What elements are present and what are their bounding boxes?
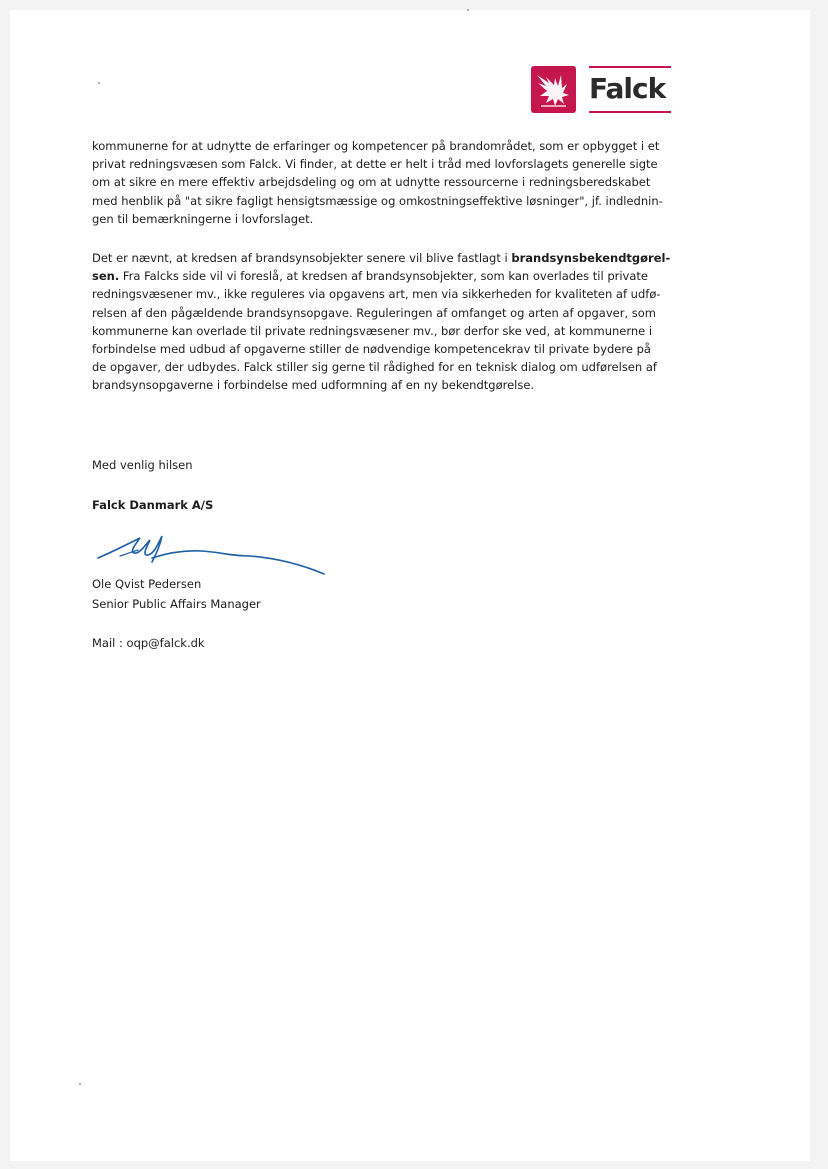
paragraph-line: forbindelse med udbud af opgaverne stiller de nødvendige kompetencekrav til private bydere på [92, 342, 651, 357]
paragraph-line [92, 267, 682, 285]
paragraph-1 [92, 137, 682, 228]
logo-wordmark: Falck [589, 72, 666, 105]
paragraph-line: gen til bemærkningerne i lovforslaget. [92, 211, 314, 226]
falck-logo [531, 66, 671, 122]
scan-speck [467, 9, 469, 11]
paragraph-bold-term: sen. [92, 269, 120, 284]
scan-speck [98, 82, 100, 84]
signer-title: Senior Public Affairs Manager [92, 597, 261, 611]
signer-name: Ole Qvist Pedersen [92, 577, 202, 591]
company-name: Falck Danmark A/S [92, 498, 214, 512]
logo-rule-top [589, 66, 671, 68]
eagle-emblem-icon [531, 66, 576, 113]
paragraph-line [92, 249, 682, 267]
paragraph-line: redningsvæsener mv., ikke reguleres via opgavens art, men via sikkerheden for kvaliteten af udfø- [92, 287, 661, 302]
paragraph-line: om at sikre en mere effektiv arbejdsdeling og om at udnytte ressourcerne i redningsberedskabet [92, 175, 651, 190]
paragraph-line: de opgaver, der udbydes. Falck stiller sig gerne til rådighed for en teknisk dialog om udførelsen af [92, 360, 657, 375]
paragraph-bold-term: brandsynsbekendtgørel- [511, 251, 671, 265]
paragraph-line: relsen af den pågældende brandsynsopgave. Reguleringen af omfanget og arten af opgaver, som [92, 305, 656, 320]
scan-speck [79, 1083, 81, 1085]
paragraph-text: Det er nævnt, at kredsen af brandsynsobjekter senere vil blive fastlagt i [92, 251, 512, 265]
closing-greeting: Med venlig hilsen [92, 458, 193, 472]
paragraph-line: kommunerne for at udnytte de erfaringer og kompetencer på brandområdet, som er opbygget i et [92, 139, 660, 153]
logo-rule-bottom [589, 111, 671, 113]
paragraph-line: brandsynsopgaverne i forbindelse med udformning af en ny bekendtgørelse. [92, 378, 535, 393]
paragraph-line: kommunerne kan overlade til private redningsvæsener mv., bør derfor ske ved, at kommunerne i [92, 323, 653, 338]
paragraph-line: med henblik på "at sikre fagligt hensigtsmæssige og omkostningseffektive løsninger", jf. indlednin- [92, 193, 663, 208]
contact-mail: Mail : oqp@falck.dk [92, 636, 205, 650]
paragraph-line: privat redningsvæsen som Falck. Vi finder, at dette er helt i tråd med lovforslagets generelle sigte [92, 157, 658, 172]
paragraph-2 [92, 249, 682, 395]
paragraph-text: Fra Falcks side vil vi foreslå, at kredsen af brandsynsobjekter, som kan overlades til private [119, 269, 648, 284]
